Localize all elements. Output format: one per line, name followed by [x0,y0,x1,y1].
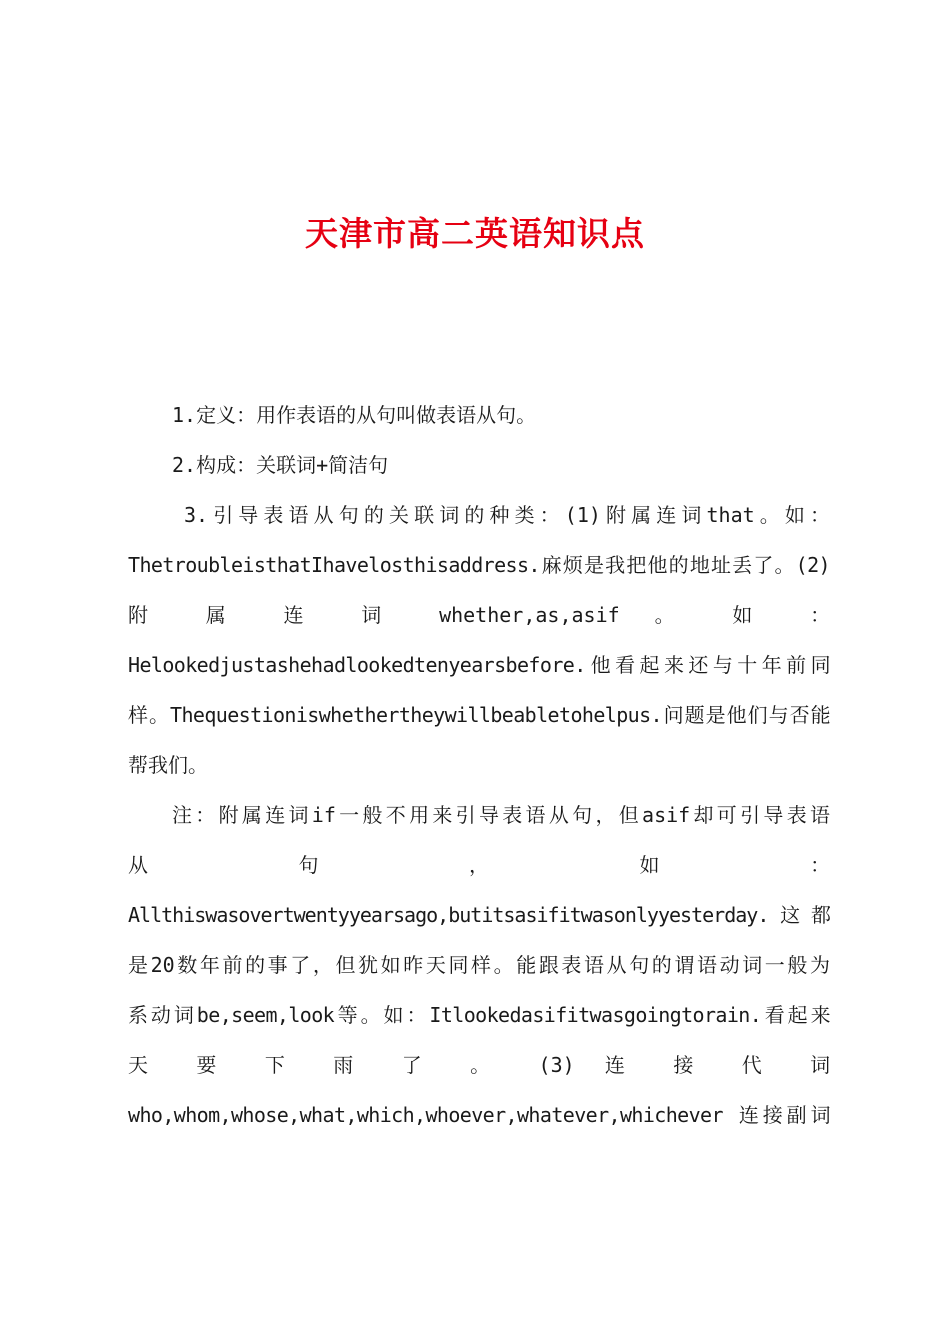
spread-text: 要 [196,1053,235,1077]
paragraph-composition: 2.构成：关联词+简洁句 [172,453,389,477]
document-title: 天津市高二英语知识点 [305,214,645,253]
spread-text: 雨 [333,1053,372,1077]
spread-text: 词 [361,603,405,627]
spread-text: 如 [639,853,729,877]
spread-text: 如 [732,603,776,627]
spread-text: 下 [264,1053,304,1077]
paragraph-types-line-2: ThetroubleisthatIhavelosthisaddress.麻烦是我把他的地址丢了。(2) [128,553,830,577]
spread-text: 属 [205,603,249,627]
paragraph-note-line-3: Allthiswasovertwentyyearsago,butitsasifitwasonlyyesterday.这都 [128,903,830,927]
paragraph-types-line-3 [128,590,830,640]
paragraph-note-line-4: 是20数年前的事了，但犹如昨天同样。能跟表语从句的谓语动词一般为 [128,953,830,977]
paragraph-note-line-5: 系动词be,seem,look等。如：Itlookedasifitwasgoingtorain.看起来 [128,1003,830,1027]
spread-text: 代 [741,1053,780,1077]
paragraph-definition: 1.定义：用作表语的从句叫做表语从句。 [172,403,537,427]
spread-text: 连 [283,603,327,627]
paragraph-note-line-6 [128,1040,830,1090]
paragraph-note-line-7: who,whom,whose,what,which,whoever,whatever,whichever 连接副词 [128,1103,830,1127]
spread-text: 接 [673,1053,712,1077]
spread-text: 。 [470,1053,509,1077]
paragraph-note-line-2 [128,840,830,890]
spread-text: 。 [654,603,698,627]
paragraph-note-line-1: 注：附属连词if一般不用来引导表语从句，但asif却可引导表语 [172,803,830,827]
document-body [128,390,830,1140]
spread-text: 附 [128,603,171,627]
spread-text: 了 [401,1053,440,1077]
spread-text: ， [469,853,559,877]
spread-text: 天 [128,1053,167,1077]
paragraph-types-line-5: 样。Thequestioniswhethertheywillbeabletohelpus.问题是他们与否能 [128,703,830,727]
paragraph-types-line-6: 帮我们。 [128,753,208,777]
spread-text: 词 [810,1053,830,1077]
spread-text: ： [810,603,830,627]
paragraph-types-line-4: Helookedjustashehadlookedtenyearsbefore.他看起来还与十年前同 [128,653,830,677]
spread-text: 连 [604,1053,644,1077]
spread-text: ： [810,853,830,877]
spread-text: 从 [128,853,218,877]
spread-text: 句 [298,853,388,877]
spread-text: whether,as,asif [439,603,620,627]
spread-text: (3) [538,1053,575,1077]
paragraph-types-line-1: 3.引导表语从句的关联词的种类：(1)附属连词that。如： [184,503,830,527]
